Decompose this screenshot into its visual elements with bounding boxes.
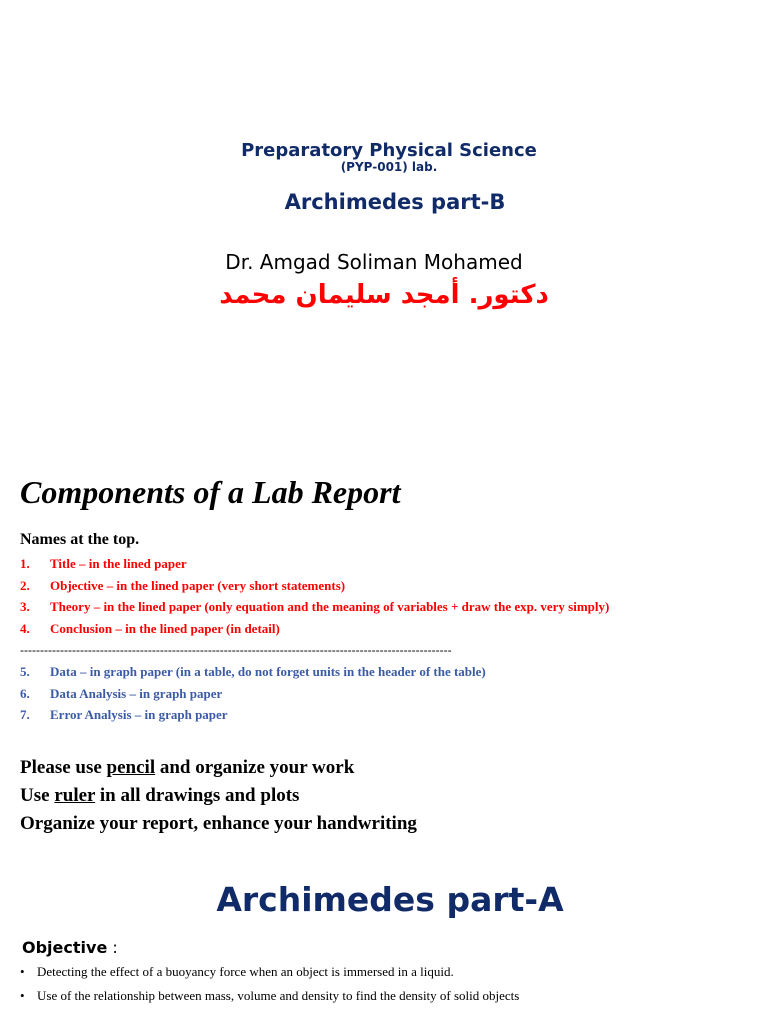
list-number: 5. (20, 664, 30, 679)
objective-bullets (20, 964, 580, 1012)
note-text: and organize your work (155, 757, 355, 778)
note-ruler (20, 785, 299, 807)
list-number: 1. (20, 556, 30, 571)
lab-title: Archimedes part-B (284, 190, 506, 214)
note-text: in all drawings and plots (95, 785, 300, 806)
list-number: 2. (20, 577, 30, 593)
graph-paper-list (20, 664, 486, 729)
part-a-title: Archimedes part-A (216, 880, 564, 919)
note-pencil (20, 757, 354, 779)
list-number: 7. (20, 707, 30, 723)
names-line: Names at the top. (20, 531, 140, 548)
list-text: Title – in the lined paper (50, 556, 187, 571)
note-text: Use (20, 785, 55, 806)
author-name-arabic: دكتور. أمجد سليمان محمد (219, 280, 549, 310)
list-item (20, 578, 609, 600)
bullet-icon: • (20, 988, 25, 1003)
bullet-icon: • (20, 964, 25, 979)
list-item (20, 707, 486, 729)
course-title: Preparatory Physical Science (241, 140, 537, 161)
list-number: 3. (20, 599, 30, 615)
dashed-divider: ------------------------------------------------------------------------------------------------------------ (20, 643, 452, 657)
list-text: Error Analysis – in graph paper (50, 707, 228, 723)
note-text: Please use (20, 757, 107, 778)
lined-paper-list (20, 556, 609, 643)
note-organize: Organize your report, enhance your handwriting (20, 813, 417, 834)
components-heading: Components of a Lab Report (20, 474, 401, 510)
list-text: Data Analysis – in graph paper (50, 685, 223, 701)
bullet-text: Detecting the effect of a buoyancy force when an object is immersed in a liquid. (37, 964, 454, 979)
list-text: Conclusion – in the lined paper (in detail) (50, 621, 280, 637)
list-text: Data – in graph paper (in a table, do not forget units in the header of the table) (50, 664, 486, 679)
objective-label (22, 938, 118, 957)
bullet-item (20, 988, 580, 1004)
objective-colon: : (107, 938, 118, 957)
list-text: Theory – in the lined paper (only equation and the meaning of variables + draw the exp. very simply) (50, 599, 610, 615)
bullet-item (20, 964, 580, 980)
list-number: 4. (20, 621, 30, 637)
list-number: 6. (20, 685, 30, 701)
list-item (20, 599, 609, 621)
course-code: (PYP-001) lab. (340, 160, 438, 174)
note-underlined-pencil: pencil (106, 757, 156, 778)
objective-text: Objective (22, 938, 108, 957)
author-name-english: Dr. Amgad Soliman Mohamed (225, 250, 523, 274)
list-item (20, 686, 486, 708)
note-underlined-ruler: ruler (54, 785, 96, 806)
list-item (20, 664, 486, 686)
bullet-text: Use of the relationship between mass, volume and density to find the density of solid objects (37, 988, 520, 1003)
list-text: Objective – in the lined paper (very short statements) (50, 577, 346, 593)
list-item (20, 621, 609, 643)
list-item (20, 556, 609, 578)
